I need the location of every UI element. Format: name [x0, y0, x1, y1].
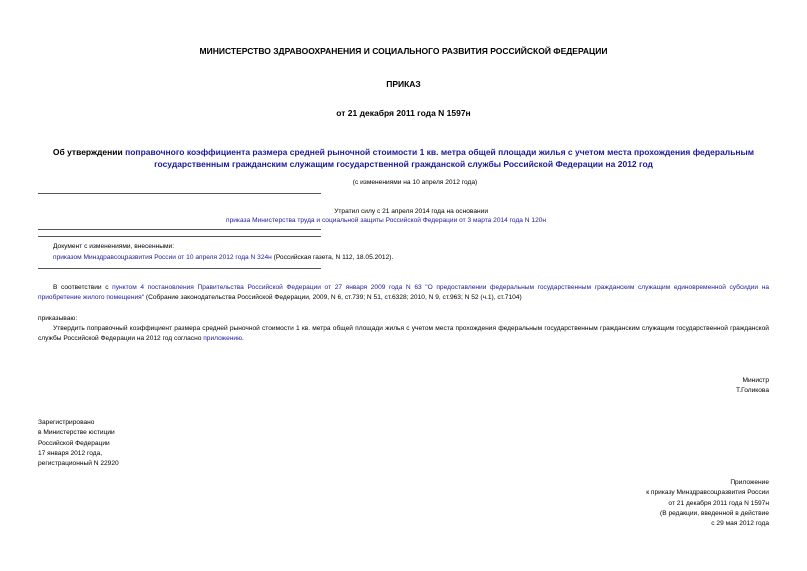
ministry-heading: МИНИСТЕРСТВО ЗДРАВООХРАНЕНИЯ И СОЦИАЛЬНОГО РАЗВИТИЯ РОССИЙСКОЙ ФЕДЕРАЦИИ	[199, 46, 608, 56]
lost-force-line	[226, 216, 626, 225]
signature-position: Министр	[742, 377, 769, 384]
doc-type-heading: ПРИКАЗ	[386, 79, 421, 89]
date-number: от 21 декабря 2011 года N 1597н	[336, 108, 471, 118]
lost-force-link[interactable]: приказа Министерства труда и социальной защиты Российской Федерации от 3 марта 2014 года N 120н	[226, 217, 547, 224]
title-prefix: Об утверждении	[52, 147, 126, 157]
appendix-line: от 21 декабря 2011 года N 1597н	[668, 499, 769, 507]
appendix-line: (В редакции, введенной в действие	[660, 509, 769, 517]
title-link[interactable]: поправочного коэффициента размера средней рыночной стоимости 1 кв. метра общей площади жилья с учетом места прохождения федеральным государственным гражданским служащим государственной гражданской службы Российской Федерации на 2012 год	[125, 147, 755, 169]
divider	[38, 193, 321, 194]
changes-line	[53, 253, 553, 262]
order-paragraph	[38, 324, 769, 343]
changes-label: Документ с изменениями, внесенными:	[53, 243, 175, 250]
appendix-line: Приложение	[730, 479, 769, 486]
order-word: приказываю:	[38, 315, 78, 322]
appendix-link[interactable]: приложению	[203, 334, 243, 342]
registration-line: 17 января 2012 года,	[38, 449, 103, 457]
appendix-line: с 29 мая 2012 года	[711, 520, 769, 528]
basis-paragraph	[38, 283, 769, 302]
amendments-note: (с изменениями на 10 апреля 2012 года)	[352, 179, 478, 186]
basis-source: (Собрание законодательства Российской Федерации, 2009, N 6, ст.739; N 51, ст.6328; 2010, N 9, ст.963; N 52 (ч.1), ст.7104)	[144, 293, 522, 301]
document-title	[30, 146, 777, 170]
changes-link[interactable]: приказом Минздравсоцразвития России от 10 апреля 2012 года N 324н	[53, 254, 272, 261]
appendix-block	[560, 478, 769, 529]
signature-name: Т.Голикова	[735, 387, 769, 394]
registration-line: Зарегистрировано	[38, 419, 95, 426]
registration-line: в Министерстве юстиции	[38, 429, 115, 437]
basis-intro: В соответствии с	[53, 284, 113, 291]
lost-force-text: Утратил силу с 21 апреля 2014 года на основании	[334, 208, 488, 215]
basis-link[interactable]: пунктом 4 постановления Правительства Российской Федерации от 27 января 2009 года N 63 "О предоставлении федеральным государственным гражданским служащим единовременной субсидии на приобретение жилого помещения"	[38, 284, 769, 301]
divider	[38, 236, 321, 237]
appendix-line: к приказу Минздравсоцразвития России	[646, 489, 769, 497]
changes-suffix: (Российская газета, N 112, 18.05.2012).	[271, 254, 394, 261]
order-main: Утвердить поправочный коэффициент размера средней рыночной стоимости 1 кв. метра общей площади жилья с учетом места прохождения федеральным государственным гражданским служащим государственной гражданской службы Российской Федерации на 2012 год согласно	[38, 325, 769, 342]
divider	[38, 268, 321, 269]
divider	[38, 229, 321, 230]
registration-line: регистрационный N 22920	[38, 460, 119, 468]
order-end: .	[242, 334, 244, 342]
registration-line: Российской Федерации	[38, 439, 110, 447]
registration-block	[38, 418, 238, 469]
